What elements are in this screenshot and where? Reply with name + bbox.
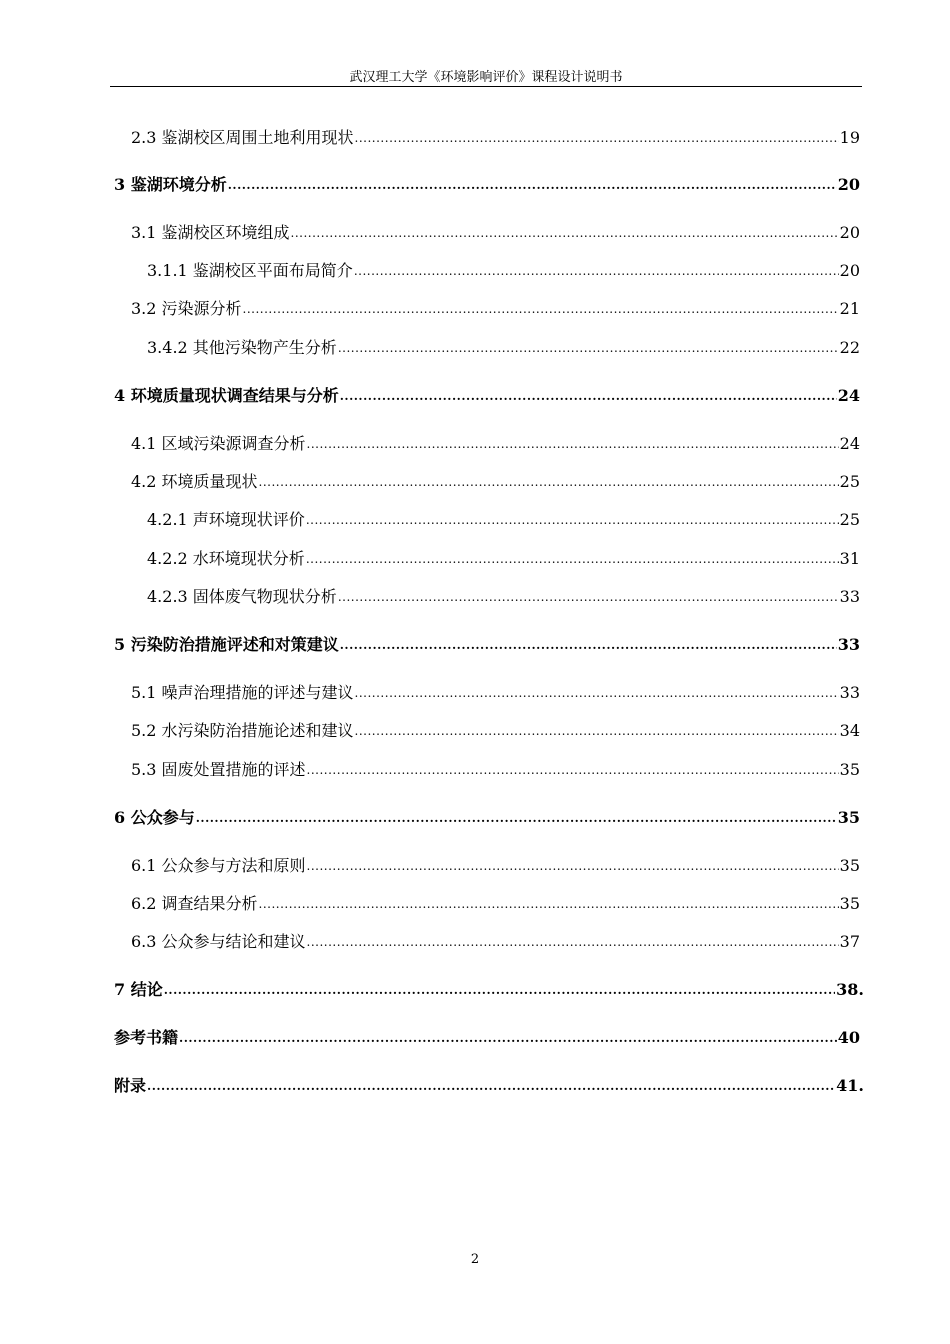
toc-entry-appendix[interactable] xyxy=(114,1074,864,1096)
toc-entry-3-1[interactable] xyxy=(131,221,860,243)
toc-entry-page: 35 xyxy=(839,760,860,779)
toc-entry-page: 24 xyxy=(837,386,860,405)
toc-dot-leader xyxy=(196,812,837,824)
toc-dot-leader xyxy=(259,476,839,488)
toc-entry-page: 38. xyxy=(836,980,864,999)
toc-entry-page: 25 xyxy=(839,472,860,491)
toc-dot-leader xyxy=(340,639,837,651)
toc-entry-page: 33 xyxy=(839,587,860,606)
toc-entry-label: 5.3 固废处置措施的评述 xyxy=(131,760,306,779)
toc-entry-5-1[interactable] xyxy=(131,681,860,703)
toc-dot-leader xyxy=(307,936,839,948)
toc-entry-label: 附录 xyxy=(114,1076,147,1095)
toc-dot-leader xyxy=(340,390,837,402)
toc-entry-page: 24 xyxy=(839,434,860,453)
toc-entry-label: 6.3 公众参与结论和建议 xyxy=(131,932,306,951)
toc-entry-page: 31 xyxy=(839,549,860,568)
toc-entry-label: 7 结论 xyxy=(114,980,163,999)
toc-entry-5-2[interactable] xyxy=(131,719,860,741)
toc-dot-leader xyxy=(243,303,839,315)
toc-entry-3-4-2[interactable] xyxy=(147,336,860,358)
toc-dot-leader xyxy=(355,725,839,737)
toc-entry-label: 3.4.2 其他污染物产生分析 xyxy=(147,338,337,357)
toc-dot-leader xyxy=(306,553,839,565)
toc-dot-leader xyxy=(355,132,839,144)
toc-entry-4-1[interactable] xyxy=(131,432,860,454)
toc-entry-page: 41. xyxy=(836,1076,864,1095)
toc-dot-leader xyxy=(306,514,839,526)
toc-entry-label: 4.2.3 固体废气物现状分析 xyxy=(147,587,337,606)
toc-entry-page: 37 xyxy=(839,932,860,951)
toc-entry-page: 20 xyxy=(837,175,860,194)
toc-entry-label: 6.1 公众参与方法和原则 xyxy=(131,856,306,875)
toc-entry-4-2[interactable] xyxy=(131,470,860,492)
toc-entry-label: 3.2 污染源分析 xyxy=(131,299,242,318)
toc-dot-leader xyxy=(164,984,835,996)
toc-entry-page: 35 xyxy=(837,808,860,827)
toc-entry-label: 5.2 水污染防治措施论述和建议 xyxy=(131,721,354,740)
toc-entry-6-1[interactable] xyxy=(131,854,860,876)
toc-dot-leader xyxy=(338,342,839,354)
toc-entry-4-2-1[interactable] xyxy=(147,508,860,530)
toc-entry-page: 25 xyxy=(839,510,860,529)
toc-entry-label: 4 环境质量现状调查结果与分析 xyxy=(114,386,339,405)
toc-entry-page: 21 xyxy=(839,299,860,318)
toc-dot-leader xyxy=(147,1080,835,1092)
toc-dot-leader xyxy=(354,265,839,277)
toc-entry-label: 5.1 噪声治理措施的评述与建议 xyxy=(131,683,354,702)
toc-entry-page: 22 xyxy=(839,338,860,357)
toc-entry-label: 6 公众参与 xyxy=(114,808,195,827)
toc-entry-page: 19 xyxy=(839,128,860,147)
toc-entry-2-3[interactable] xyxy=(131,126,860,148)
toc-dot-leader xyxy=(228,179,837,191)
toc-entry-page: 35 xyxy=(839,894,860,913)
toc-dot-leader xyxy=(179,1032,837,1044)
toc-entry-label: 5 污染防治措施评述和对策建议 xyxy=(114,635,339,654)
toc-entry-3-1-1[interactable] xyxy=(147,259,860,281)
toc-entry-6[interactable] xyxy=(114,806,860,828)
toc-entry-page: 20 xyxy=(839,261,860,280)
toc-dot-leader xyxy=(291,227,839,239)
toc-entry-page: 35 xyxy=(839,856,860,875)
toc-entry-label: 3 鉴湖环境分析 xyxy=(114,175,227,194)
toc-entry-7[interactable] xyxy=(114,978,864,1000)
toc-entry-label: 6.2 调查结果分析 xyxy=(131,894,258,913)
toc-entry-4[interactable] xyxy=(114,384,860,406)
toc-dot-leader xyxy=(307,438,839,450)
toc-dot-leader xyxy=(307,764,839,776)
toc-entry-page: 20 xyxy=(839,223,860,242)
toc-entry-4-2-3[interactable] xyxy=(147,585,860,607)
running-header-title: 武汉理工大学《环境影响评价》课程设计说明书 xyxy=(349,70,623,85)
toc-entry-page: 40 xyxy=(837,1028,860,1047)
page-number: 2 xyxy=(470,1252,480,1267)
toc-entry-label: 2.3 鉴湖校区周围土地利用现状 xyxy=(131,128,354,147)
toc-dot-leader xyxy=(355,687,839,699)
toc-entry-label: 参考书籍 xyxy=(114,1028,179,1047)
toc-entry-label: 3.1.1 鉴湖校区平面布局简介 xyxy=(147,261,353,280)
toc-dot-leader xyxy=(307,860,839,872)
toc-entry-label: 4.1 区域污染源调查分析 xyxy=(131,434,306,453)
toc-entry-label: 4.2.1 声环境现状评价 xyxy=(147,510,305,529)
toc-entry-6-2[interactable] xyxy=(131,892,860,914)
toc-dot-leader xyxy=(259,898,839,910)
toc-entry-label: 4.2.2 水环境现状分析 xyxy=(147,549,305,568)
toc-entry-label: 3.1 鉴湖校区环境组成 xyxy=(131,223,290,242)
toc-dot-leader xyxy=(338,591,839,603)
toc-entry-6-3[interactable] xyxy=(131,930,860,952)
toc-entry-label: 4.2 环境质量现状 xyxy=(131,472,258,491)
toc-entry-5-3[interactable] xyxy=(131,758,860,780)
toc-entry-page: 34 xyxy=(839,721,860,740)
toc-entry-5[interactable] xyxy=(114,633,860,655)
toc-entry-page: 33 xyxy=(837,635,860,654)
toc-entry-3-2[interactable] xyxy=(131,297,860,319)
toc-entry-references[interactable] xyxy=(114,1026,860,1048)
toc-entry-page: 33 xyxy=(839,683,860,702)
toc-entry-3[interactable] xyxy=(114,173,860,195)
toc-entry-4-2-2[interactable] xyxy=(147,547,860,569)
